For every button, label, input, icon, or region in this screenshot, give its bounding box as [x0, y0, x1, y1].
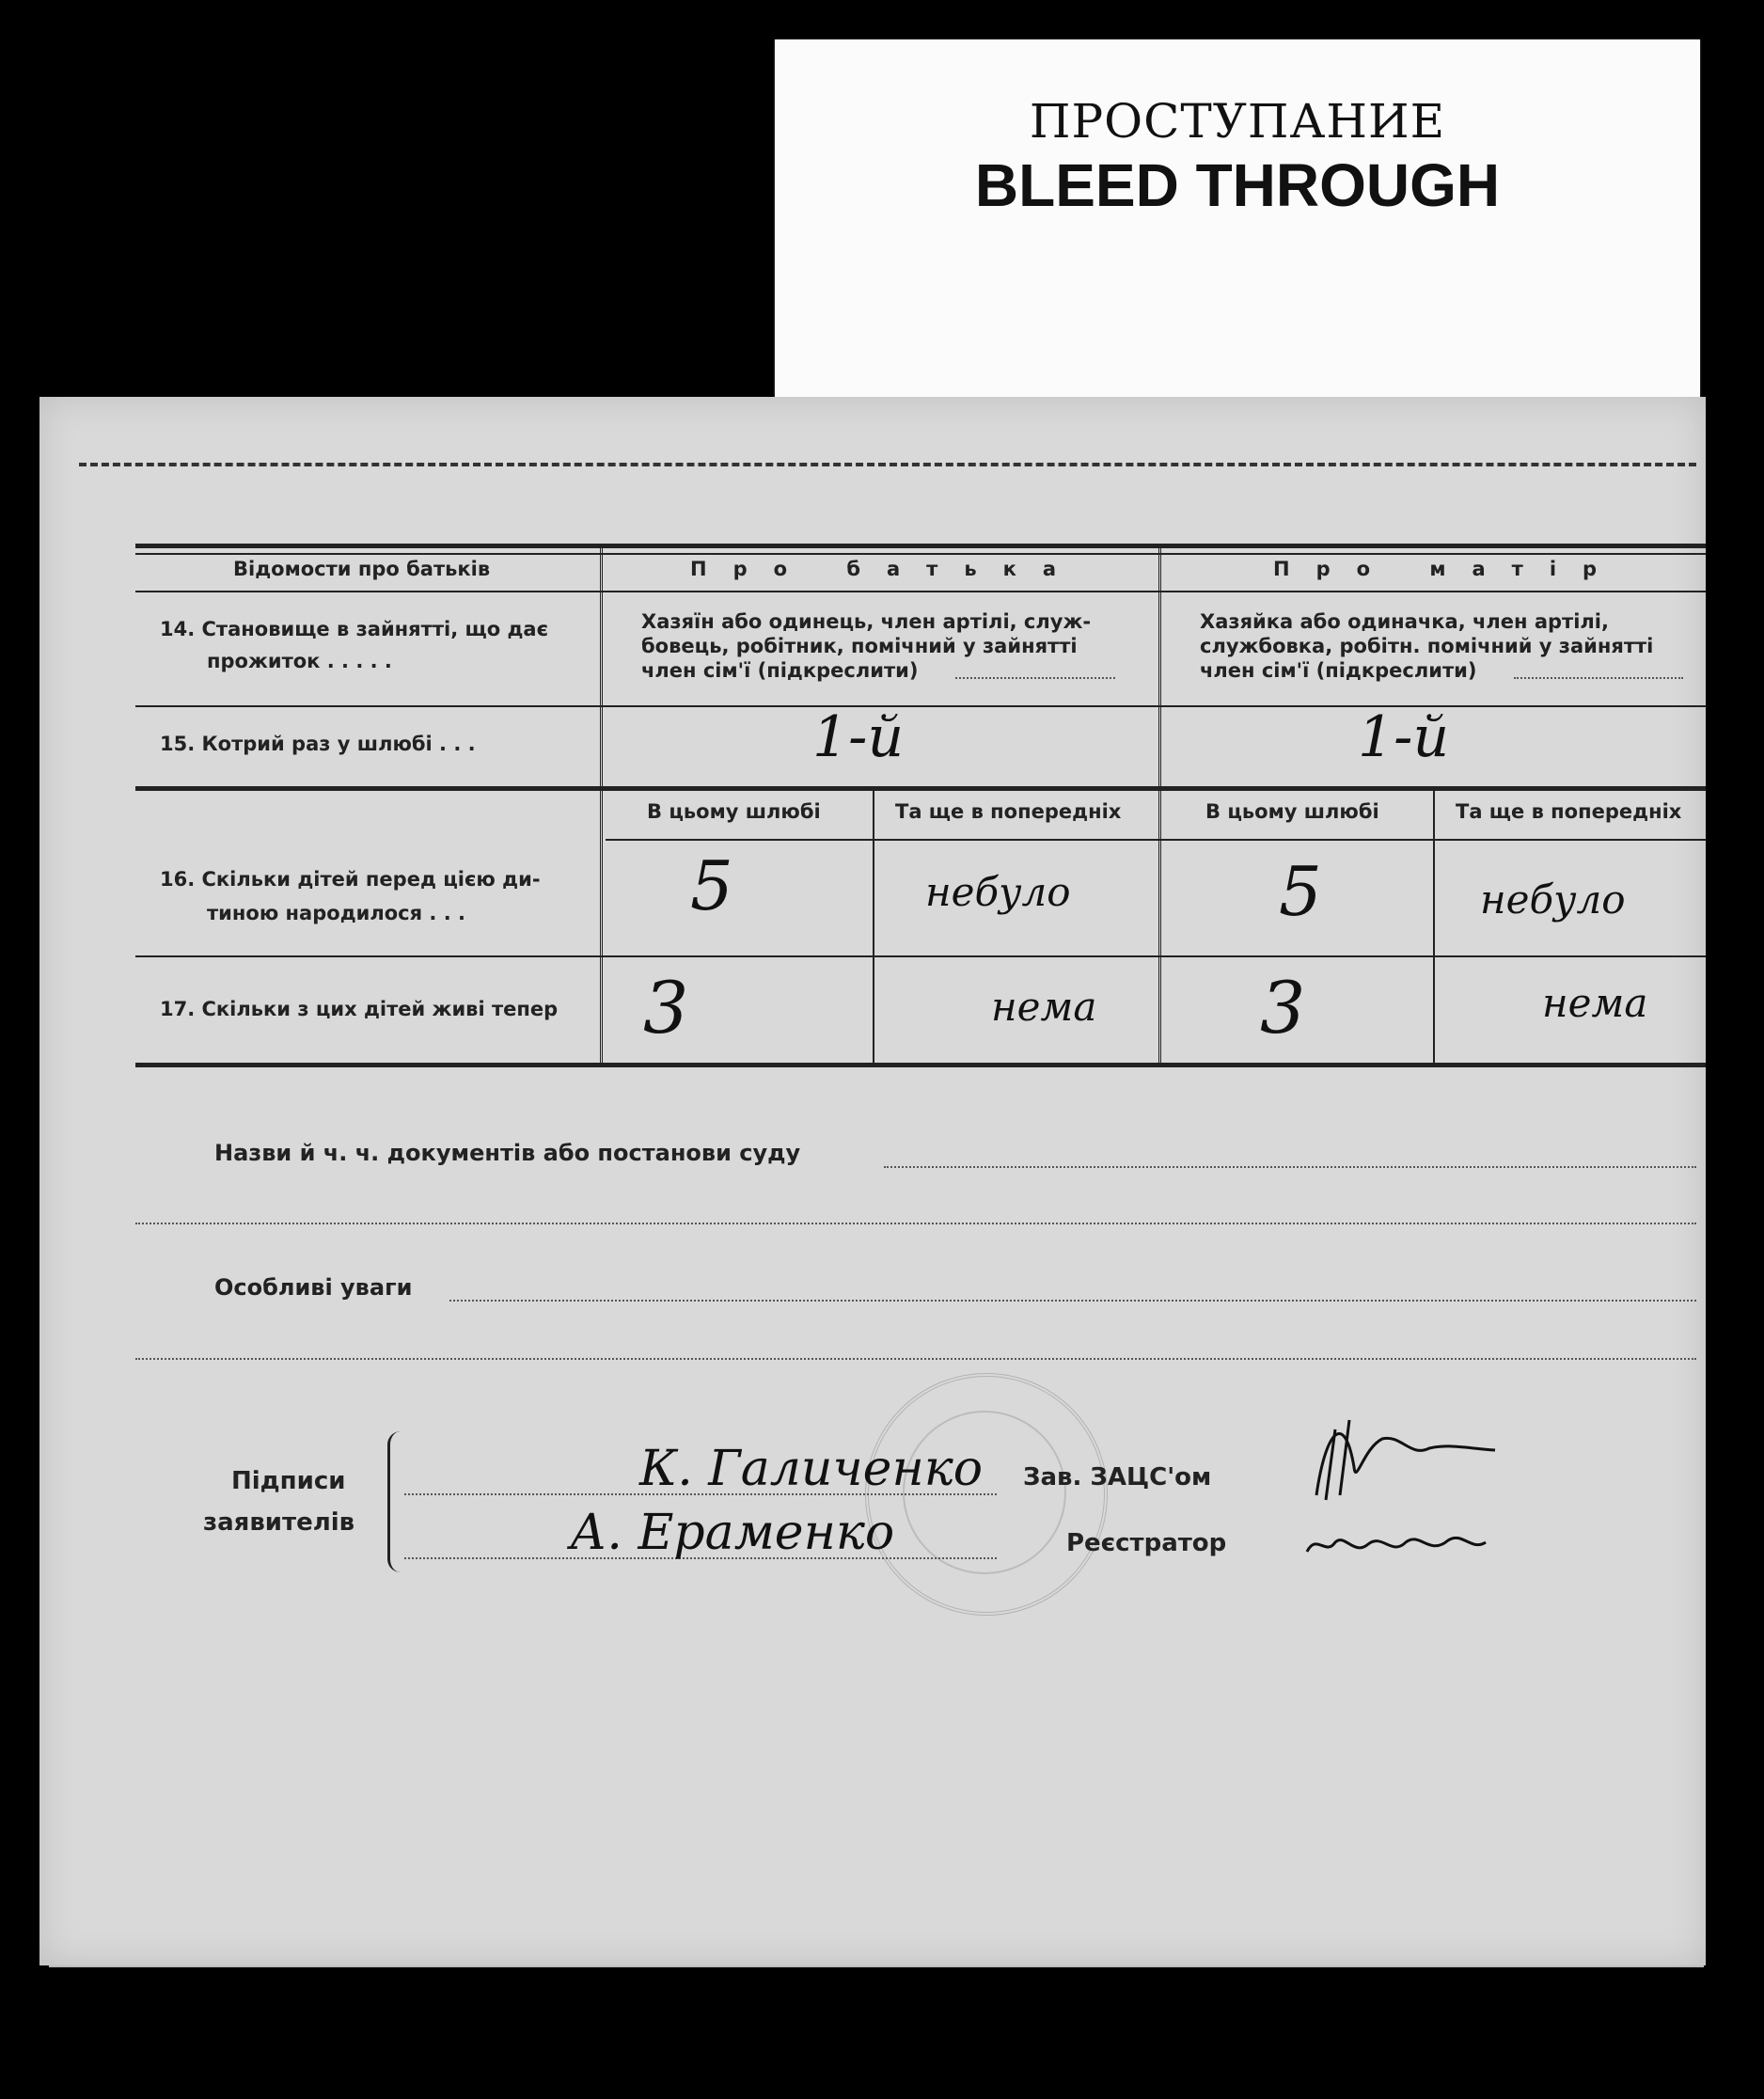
subheader-divider — [606, 839, 1706, 841]
column-divider — [1158, 544, 1161, 1066]
remarks-field-line2 — [135, 1358, 1696, 1360]
subheader-mother-this: В цьому шлюбі — [1205, 800, 1379, 823]
row-divider — [135, 786, 1706, 791]
row14-label-line2: прожиток . . . . . — [207, 650, 392, 672]
row14-father-line2: бовець, робітник, помічний у зайнятті — [641, 635, 1078, 657]
row15-mother-value: 1-й — [1358, 704, 1450, 770]
row14-father-blank — [955, 677, 1115, 679]
header-father: Про батька — [690, 558, 1083, 580]
row-divider — [135, 955, 1706, 957]
row14-mother-line3: член сім'ї (підкреслити) — [1200, 659, 1477, 682]
archival-label-card — [775, 39, 1700, 397]
column-divider — [873, 790, 874, 1063]
header-parents-info: Відомости про батьків — [233, 558, 491, 580]
row16-mother-this: 5 — [1279, 852, 1322, 931]
header-mother: Про матір — [1273, 558, 1624, 580]
subheader-mother-prev: Та ще в попередніх — [1456, 800, 1682, 823]
row16-mother-prev: небуло — [1480, 876, 1626, 923]
tear-line — [79, 463, 1696, 466]
table-bottom-border — [135, 1063, 1706, 1067]
row15-label: 15. Котрий раз у шлюбі . . . — [160, 733, 476, 755]
row14-father-line3: член сім'ї (підкреслити) — [641, 659, 919, 682]
registrar-signature — [1298, 1505, 1504, 1580]
row14-mother-line2: службовка, робітн. помічний у зайнятті — [1200, 635, 1654, 657]
column-divider — [600, 544, 603, 1066]
row17-mother-this: 3 — [1260, 966, 1306, 1050]
row15-father-value: 1-й — [812, 704, 905, 770]
subheader-father-this: В цьому шлюбі — [647, 800, 821, 823]
table-top-border — [135, 544, 1706, 548]
row14-mother-blank — [1514, 677, 1683, 679]
row14-mother-line1: Хазяйка або одиначка, член артілі, — [1200, 610, 1609, 633]
row16-label-line2: тиною народилося . . . — [207, 902, 465, 924]
subheader-father-prev: Та ще в попередніх — [895, 800, 1122, 823]
remarks-field — [449, 1300, 1696, 1302]
parents-table — [135, 544, 1706, 1066]
applicants-label-line1: Підписи — [231, 1467, 346, 1495]
head-label: Зав. ЗАЦС'ом — [1023, 1463, 1212, 1491]
row14-father-line1: Хазяїн або одинець, член артілі, служ- — [641, 610, 1092, 633]
label-card-title-en: BLEED THROUGH — [974, 151, 1501, 219]
documents-field — [884, 1166, 1696, 1168]
remarks-label: Особливі уваги — [214, 1274, 413, 1301]
registrar-label: Реєстратор — [1066, 1529, 1227, 1557]
documents-label: Назви й ч. ч. документів або постанови суду — [214, 1140, 801, 1166]
applicant1-signature: К. Галиченко — [639, 1441, 984, 1497]
row17-father-this: 3 — [643, 966, 689, 1050]
applicants-label-line2: заявителів — [203, 1508, 355, 1537]
row16-father-this: 5 — [690, 846, 733, 925]
row17-label: 17. Скільки з цих дітей живі тепер — [160, 998, 559, 1020]
row17-mother-prev: нема — [1542, 980, 1648, 1026]
row16-label-line1: 16. Скільки дітей перед цією ди- — [160, 868, 541, 891]
documents-field-line2 — [135, 1223, 1696, 1224]
applicant2-signature: А. Ераменко — [570, 1505, 895, 1561]
column-divider — [1433, 790, 1435, 1063]
row14-label-line1: 14. Становище в зайнятті, що дає — [160, 618, 549, 640]
row17-father-prev: нема — [991, 984, 1097, 1030]
applicants-brace — [387, 1431, 407, 1572]
row-divider — [135, 705, 1706, 707]
label-card-title-ru: ПРОСТУПАНИЕ — [1029, 94, 1446, 149]
row-divider — [135, 591, 1706, 592]
row16-father-prev: небуло — [925, 869, 1071, 915]
